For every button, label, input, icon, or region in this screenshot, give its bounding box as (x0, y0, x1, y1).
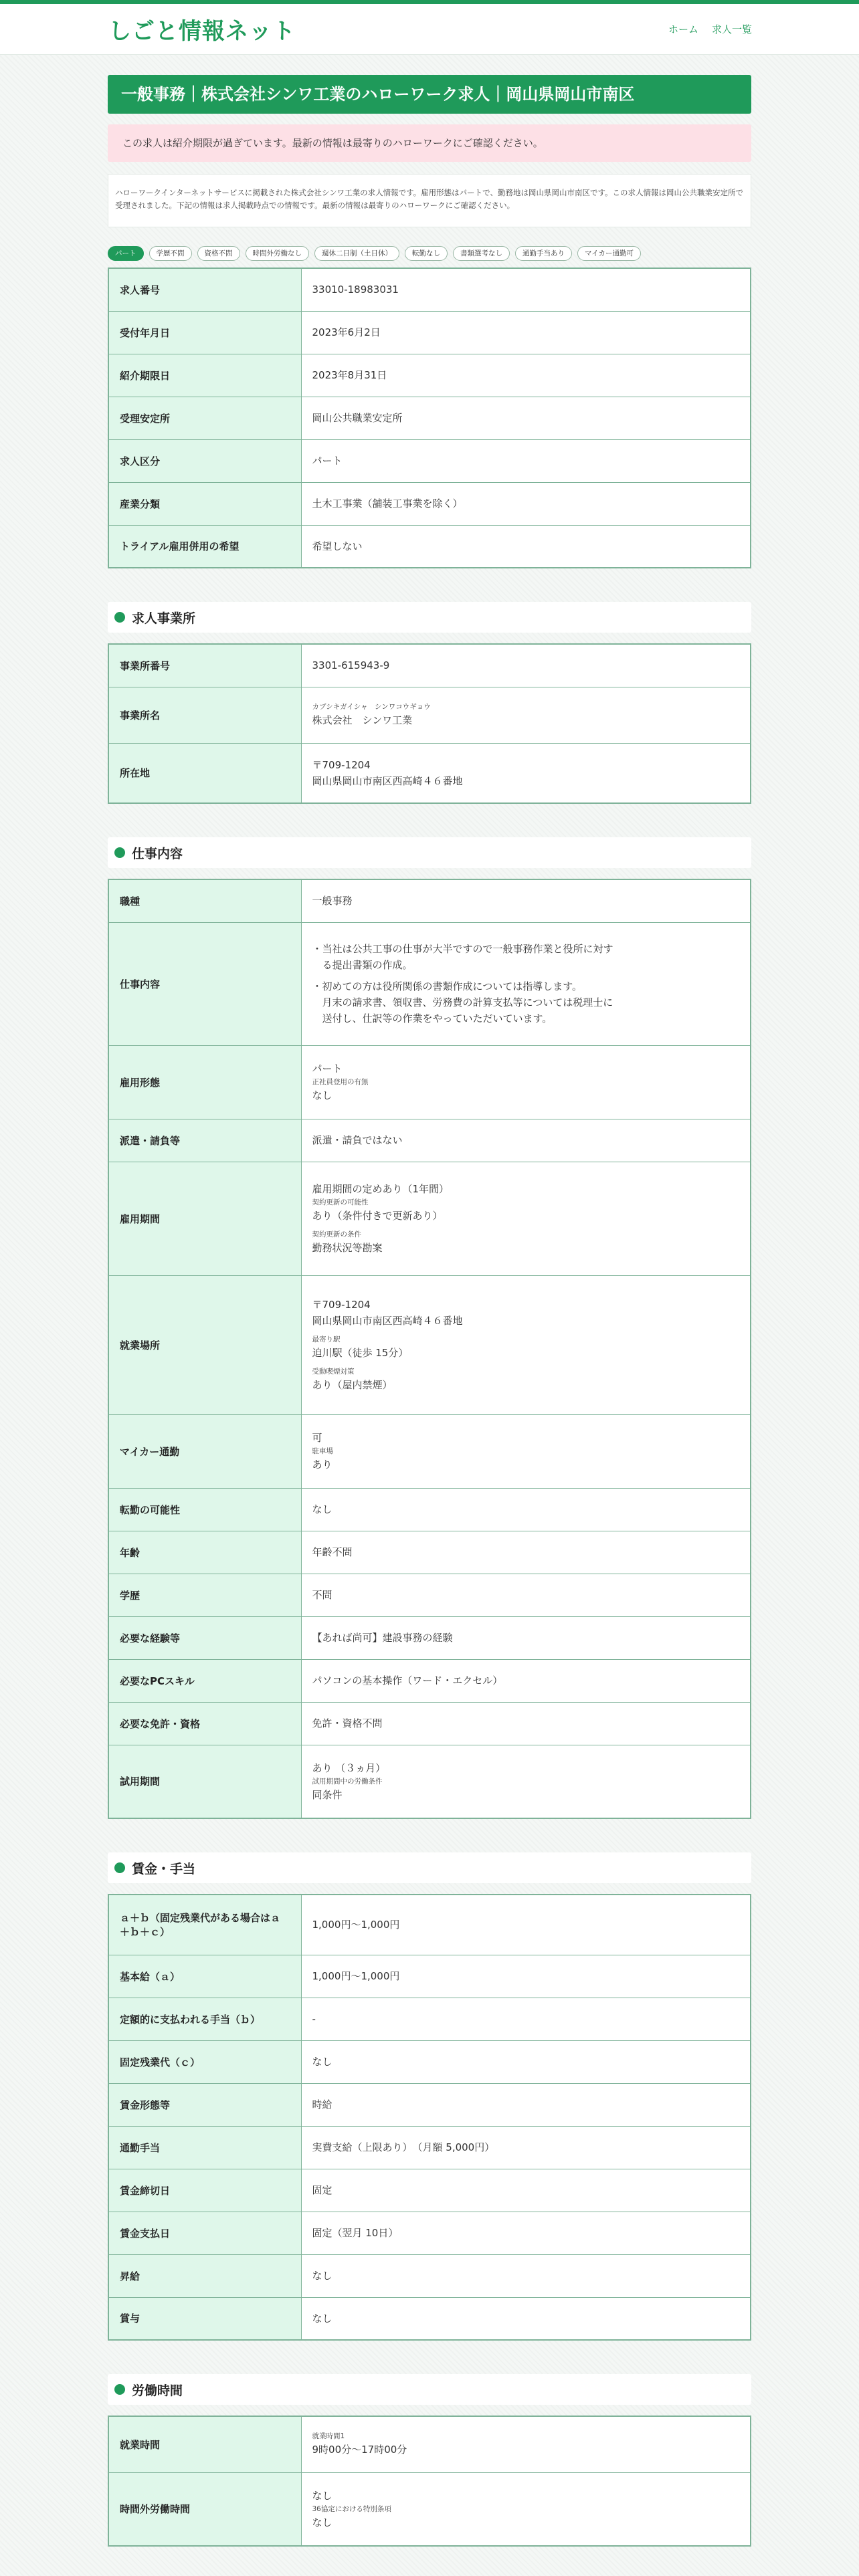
work-table (108, 879, 751, 1819)
row-label: 就業場所 (108, 1275, 301, 1414)
row-value: パソコンの基本操作（ワード・エクセル） (301, 1659, 751, 1702)
content-line: ・初めての方は役所関係の書類作成については指導します。 (312, 980, 583, 992)
row-label: 賃金締切日 (108, 2169, 301, 2212)
row-label: 学歴 (108, 1574, 301, 1616)
table-row (108, 311, 751, 354)
job-description: ハローワークインターネットサービスに掲載された株式会社シンワ工業の求人情報です。雇用形態はパートで、勤務地は岡山県岡山市南区です。この求人情報は岡山公共職業安定所で受理されました。下記の情報は求人掲載時点での情報です。最新の情報は最寄りのハローワークにご確認ください。 (108, 174, 751, 227)
table-row (108, 922, 751, 1045)
feature-tags (108, 246, 751, 261)
wage-table (108, 1894, 751, 2341)
table-row (108, 1659, 751, 1702)
bullet-dot-icon (114, 1862, 125, 1873)
value: あり （３ヵ月） (312, 1761, 386, 1774)
table-row (108, 2212, 751, 2254)
sub-label: 受動喫煙対策 (312, 1368, 355, 1376)
row-value: 免許・資格不問 (301, 1702, 751, 1745)
content-line: 送付し、仕訳等の作業をやっていただいています。 (312, 1012, 553, 1025)
tag: 資格不問 (197, 246, 240, 261)
sub-label: 契約更新の可能性 (312, 1198, 369, 1206)
page-title: 一般事務｜株式会社シンワ工業のハローワーク求人｜岡山県岡山市南区 (108, 75, 751, 114)
table-row (108, 2040, 751, 2083)
nav-job-list-link[interactable]: 求人一覧 (711, 23, 752, 35)
expired-alert: この求人は紹介期限が過ぎています。最新の情報は最寄りのハローワークにご確認ください。 (108, 124, 751, 162)
row-label: 紹介期限日 (108, 354, 301, 397)
table-row (108, 687, 751, 743)
name-kana: カブシキガイシャ シンワコウギョウ (312, 703, 431, 711)
row-value: 2023年6月2日 (301, 311, 751, 354)
value: 9時00分〜17時00分 (312, 2444, 407, 2456)
company-name: 株式会社 シンワ工業 (312, 714, 413, 726)
row-label: 所在地 (108, 743, 301, 803)
table-row (108, 1955, 751, 1998)
row-label: ａ＋ｂ（固定残業代がある場合はａ＋ｂ＋ｃ） (108, 1895, 301, 1955)
table-row (108, 1275, 751, 1414)
value: あり（条件付きで更新あり） (312, 1210, 443, 1222)
row-value: 希望しない (301, 525, 751, 568)
hours-table (108, 2416, 751, 2547)
row-value: 年齢不問 (301, 1531, 751, 1574)
row-value (301, 1045, 751, 1119)
table-row (108, 2416, 751, 2472)
table-row (108, 2297, 751, 2340)
value: 勤務状況等勘案 (312, 1242, 383, 1254)
row-label: 試用期間 (108, 1745, 301, 1818)
bullet-dot-icon (114, 2384, 125, 2395)
zip-code: 〒709-1204 (312, 758, 371, 771)
table-row (108, 268, 751, 311)
table-row (108, 1895, 751, 1955)
table-row (108, 1745, 751, 1818)
content-line: る提出書類の作成。 (312, 959, 413, 971)
row-value: なし (301, 1488, 751, 1531)
section-heading-employer (108, 602, 751, 633)
value: 同条件 (312, 1788, 343, 1801)
section-title: 労働時間 (132, 2383, 183, 2398)
table-row (108, 397, 751, 439)
value: パート (312, 1063, 343, 1075)
table-row (108, 525, 751, 568)
table-row (108, 2126, 751, 2169)
row-value: なし (301, 2040, 751, 2083)
row-value: パート (301, 439, 751, 482)
bullet-dot-icon (114, 847, 125, 858)
site-header (0, 4, 859, 55)
value: あり (312, 1459, 332, 1471)
value: 可 (312, 1432, 322, 1444)
tag-part: パート (108, 246, 144, 261)
row-value: 33010-18983031 (301, 268, 751, 311)
row-label: 転勤の可能性 (108, 1488, 301, 1531)
row-value: 【あれば尚可】建設事務の経験 (301, 1616, 751, 1659)
table-row (108, 644, 751, 687)
table-row (108, 2254, 751, 2297)
row-value (301, 743, 751, 803)
row-value: 派遣・請負ではない (301, 1119, 751, 1162)
table-row (108, 879, 751, 922)
address: 岡山県岡山市南区西高崎４６番地 (312, 774, 463, 787)
section-title: 賃金・手当 (132, 1861, 196, 1876)
section-title: 求人事業所 (132, 611, 196, 626)
row-label: 事業所名 (108, 687, 301, 743)
row-value: 固定 (301, 2169, 751, 2212)
row-label: 通勤手当 (108, 2126, 301, 2169)
spacer (312, 973, 741, 978)
row-value: 実費支給（上限あり） （月額 5,000円） (301, 2126, 751, 2169)
row-value (301, 922, 751, 1045)
table-row (108, 1414, 751, 1488)
table-row (108, 1574, 751, 1616)
row-value: 1,000円〜1,000円 (301, 1895, 751, 1955)
nav-home-link[interactable]: ホーム (668, 23, 698, 35)
row-label: 雇用形態 (108, 1045, 301, 1119)
tag: 時間外労働なし (246, 246, 310, 261)
tag: 学歴不問 (149, 246, 192, 261)
spacer (312, 1361, 741, 1366)
tag: マイカー通勤可 (577, 246, 641, 261)
tag: 週休二日制（土日休） (314, 246, 399, 261)
sub-label: 36協定における特別条項 (312, 2504, 391, 2513)
row-value (301, 687, 751, 743)
row-value (301, 1162, 751, 1275)
table-row (108, 1119, 751, 1162)
address: 岡山県岡山市南区西高崎４６番地 (312, 1315, 463, 1327)
tag: 通勤手当あり (515, 246, 572, 261)
row-label: 定額的に支払われる手当（ｂ） (108, 1998, 301, 2040)
sub-label: 契約更新の条件 (312, 1230, 361, 1239)
row-label: 必要な経験等 (108, 1616, 301, 1659)
row-label: 受付年月日 (108, 311, 301, 354)
section-heading-work (108, 837, 751, 868)
content-line: ・当社は公共工事の仕事が大半ですので一般事務作業と役所に対す (312, 943, 613, 955)
table-row (108, 1162, 751, 1275)
table-row (108, 2083, 751, 2126)
table-row (108, 482, 751, 525)
table-row (108, 2472, 751, 2546)
row-label: 賃金支払日 (108, 2212, 301, 2254)
section-heading-hours (108, 2374, 751, 2405)
row-value: 3301-615943-9 (301, 644, 751, 687)
row-label: 雇用期間 (108, 1162, 301, 1275)
section-title: 仕事内容 (132, 846, 183, 861)
row-label: 基本給（ａ） (108, 1955, 301, 1998)
table-row (108, 1045, 751, 1119)
content-line: 月末の請求書、領収書、労務費の計算支払等については税理士に (312, 996, 613, 1008)
row-value: 土木工事業（舗装工事業を除く） (301, 482, 751, 525)
table-row (108, 1488, 751, 1531)
row-label: 必要な免許・資格 (108, 1702, 301, 1745)
section-heading-wage (108, 1852, 751, 1883)
sub-label: 駐車場 (312, 1447, 333, 1455)
table-row (108, 1616, 751, 1659)
spacer (312, 1224, 741, 1229)
row-label: 産業分類 (108, 482, 301, 525)
bullet-dot-icon (114, 612, 125, 623)
row-value: 一般事務 (301, 879, 751, 922)
spacer (312, 1329, 741, 1334)
row-value: なし (301, 2297, 751, 2340)
sub-label: 就業時間1 (312, 2432, 345, 2441)
table-row (108, 743, 751, 803)
row-label: 事業所番号 (108, 644, 301, 687)
table-row (108, 354, 751, 397)
sub-label: 正社員登用の有無 (312, 1078, 369, 1086)
row-label: 職種 (108, 879, 301, 922)
row-value: 不問 (301, 1574, 751, 1616)
row-label: 賃金形態等 (108, 2083, 301, 2126)
row-value (301, 2472, 751, 2546)
row-value: - (301, 1998, 751, 2040)
basic-info-table (108, 267, 751, 568)
table-row (108, 1998, 751, 2040)
zip-code: 〒709-1204 (312, 1299, 371, 1311)
table-row (108, 1531, 751, 1574)
row-label: 賞与 (108, 2297, 301, 2340)
row-value: 1,000円〜1,000円 (301, 1955, 751, 1998)
table-row (108, 2169, 751, 2212)
row-value: 時給 (301, 2083, 751, 2126)
row-value (301, 1745, 751, 1818)
sub-label: 試用期間中の労働条件 (312, 1777, 383, 1786)
value: なし (312, 2489, 332, 2502)
row-value (301, 2416, 751, 2472)
table-row (108, 439, 751, 482)
row-label: トライアル雇用併用の希望 (108, 525, 301, 568)
row-label: 求人区分 (108, 439, 301, 482)
value: 雇用期間の定めあり（1年間） (312, 1183, 450, 1195)
row-label: 求人番号 (108, 268, 301, 311)
row-label: 就業時間 (108, 2416, 301, 2472)
row-label: マイカー通勤 (108, 1414, 301, 1488)
row-label: 必要なPCスキル (108, 1659, 301, 1702)
row-label: 年齢 (108, 1531, 301, 1574)
tag: 書類選考なし (453, 246, 510, 261)
header-nav (668, 22, 752, 36)
value: 迫川駅（徒歩 15分） (312, 1347, 409, 1359)
row-value: なし (301, 2254, 751, 2297)
row-value (301, 1275, 751, 1414)
row-label: 受理安定所 (108, 397, 301, 439)
employer-table (108, 643, 751, 804)
sub-label: 最寄り駅 (312, 1335, 341, 1344)
row-label: 仕事内容 (108, 922, 301, 1045)
tag: 転勤なし (405, 246, 448, 261)
main-content (108, 55, 751, 2547)
row-label: 昇給 (108, 2254, 301, 2297)
row-value: 2023年8月31日 (301, 354, 751, 397)
value: なし (312, 1089, 332, 1101)
value: あり（屋内禁煙） (312, 1379, 393, 1391)
row-label: 時間外労働時間 (108, 2472, 301, 2546)
row-value: 岡山公共職業安定所 (301, 397, 751, 439)
row-label: 固定残業代（ｃ） (108, 2040, 301, 2083)
row-value: 固定（翌月 10日） (301, 2212, 751, 2254)
table-row (108, 1702, 751, 1745)
row-label: 派遣・請負等 (108, 1119, 301, 1162)
row-value (301, 1414, 751, 1488)
site-logo-title[interactable]: しごと情報ネット (108, 18, 296, 45)
value: なし (312, 2516, 332, 2529)
